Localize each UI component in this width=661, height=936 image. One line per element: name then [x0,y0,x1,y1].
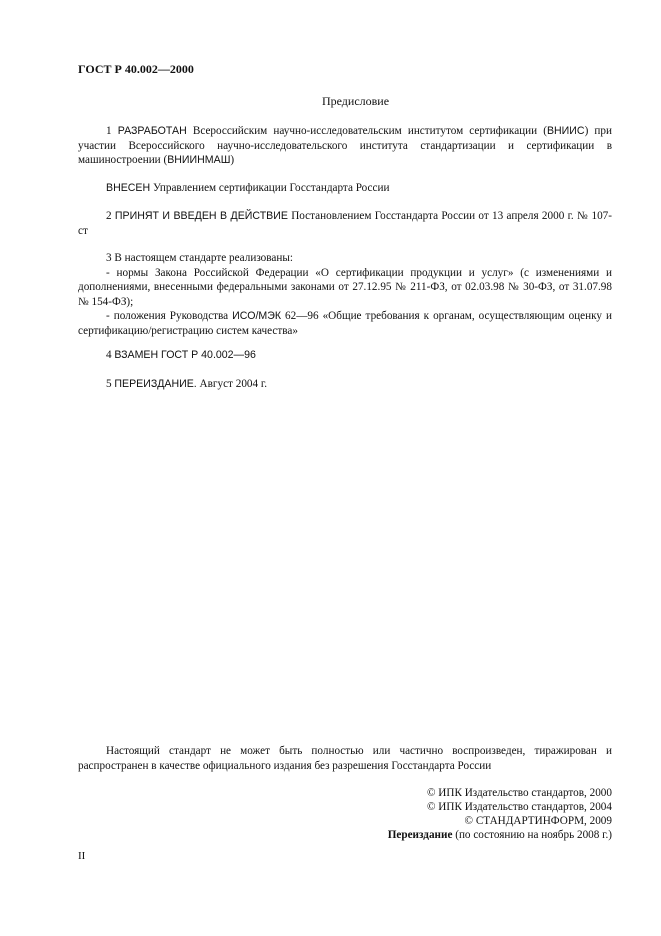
item-2 [78,209,612,238]
item-3-guide-abbr: ИСО/МЭК [232,310,281,322]
item-1-text-2: ) при участии Всероссийского научно-исследовательского института стандартизации и сертификации в машиностроении ( [78,125,612,166]
item-3-number: 3 [106,252,112,264]
item-5-number: 5 [106,378,112,390]
item-1-abbr-vniinmash: ВНИИНМАШ [167,154,231,166]
reproduction-notice [78,744,612,773]
item-1-keyword: РАЗРАБОТАН [117,125,187,137]
submitted-text: Управлением сертификации Госстандарта России [150,182,390,194]
item-3 [78,251,612,338]
section-title [0,94,661,109]
item-1-abbr-vniis: ВНИИС [546,125,585,137]
item-4-keyword: ВЗАМЕН ГОСТ Р 40.002—96 [114,349,256,361]
item-1-text: Всероссийским научно-исследовательским институтом сертификации ( [186,125,547,137]
item-1-number: 1 [106,125,112,137]
item-2-text: Постановлением Госстандарта России от 13 апреля 2000 г. № 107-ст [78,210,612,237]
item-3-guide-text-a: - положения Руководства [106,310,233,322]
item-3-law-line: - нормы Закона Российской Федерации «О сертификации продукции и услуг» (с изменениями и дополнениями, внесенными федеральными законами от 27.12.95 № 211-ФЗ, от 02.03.98 № 30-ФЗ, от 31.07.98 № 154-ФЗ); [78,266,612,308]
document-header: ГОСТ Р 40.002—2000 [78,62,194,76]
item-3-guide-text-b: 62—96 «Общие требования к органам, осуществляющим оценку и сертификацию/регистрацию систем качества» [78,310,612,337]
copyright-block [388,786,612,842]
copyright-line-2004: © ИПК Издательство стандартов, 2004 [426,801,612,813]
copyright-line-2000: © ИПК Издательство стандартов, 2000 [426,787,612,799]
item-5 [78,377,612,392]
item-2-keyword: ПРИНЯТ И ВВЕДЕН В ДЕЙСТВИЕ [114,210,288,222]
reissue-label: Переиздание [387,829,453,841]
item-3-guide-line [78,309,612,338]
item-1 [78,124,612,168]
item-4-number: 4 [106,349,112,361]
reproduction-notice-text: Настоящий стандарт не может быть полностью или частично воспроизведен, тиражирован и распространен в качестве официального издания без разрешения Госстандарта России [78,745,612,772]
item-2-number: 2 [106,210,112,222]
page-number: II [78,850,86,862]
item-3-intro: В настоящем стандарте реализованы: [114,252,293,264]
reissue-text: (по состоянию на ноябрь 2008 г.) [452,829,612,841]
reissue-line [388,828,612,842]
submitted-keyword: ВНЕСЕН [106,182,151,194]
copyright-line-2009: © СТАНДАРТИНФОРМ, 2009 [464,815,612,827]
item-1-text-3: ) [230,154,235,166]
section-title-text: Предисловие [321,94,390,108]
item-4 [78,348,612,363]
item-5-text: Август 2004 г. [196,378,268,390]
item-1-submitted [78,181,612,196]
item-5-keyword: ПЕРЕИЗДАНИЕ. [114,378,197,390]
